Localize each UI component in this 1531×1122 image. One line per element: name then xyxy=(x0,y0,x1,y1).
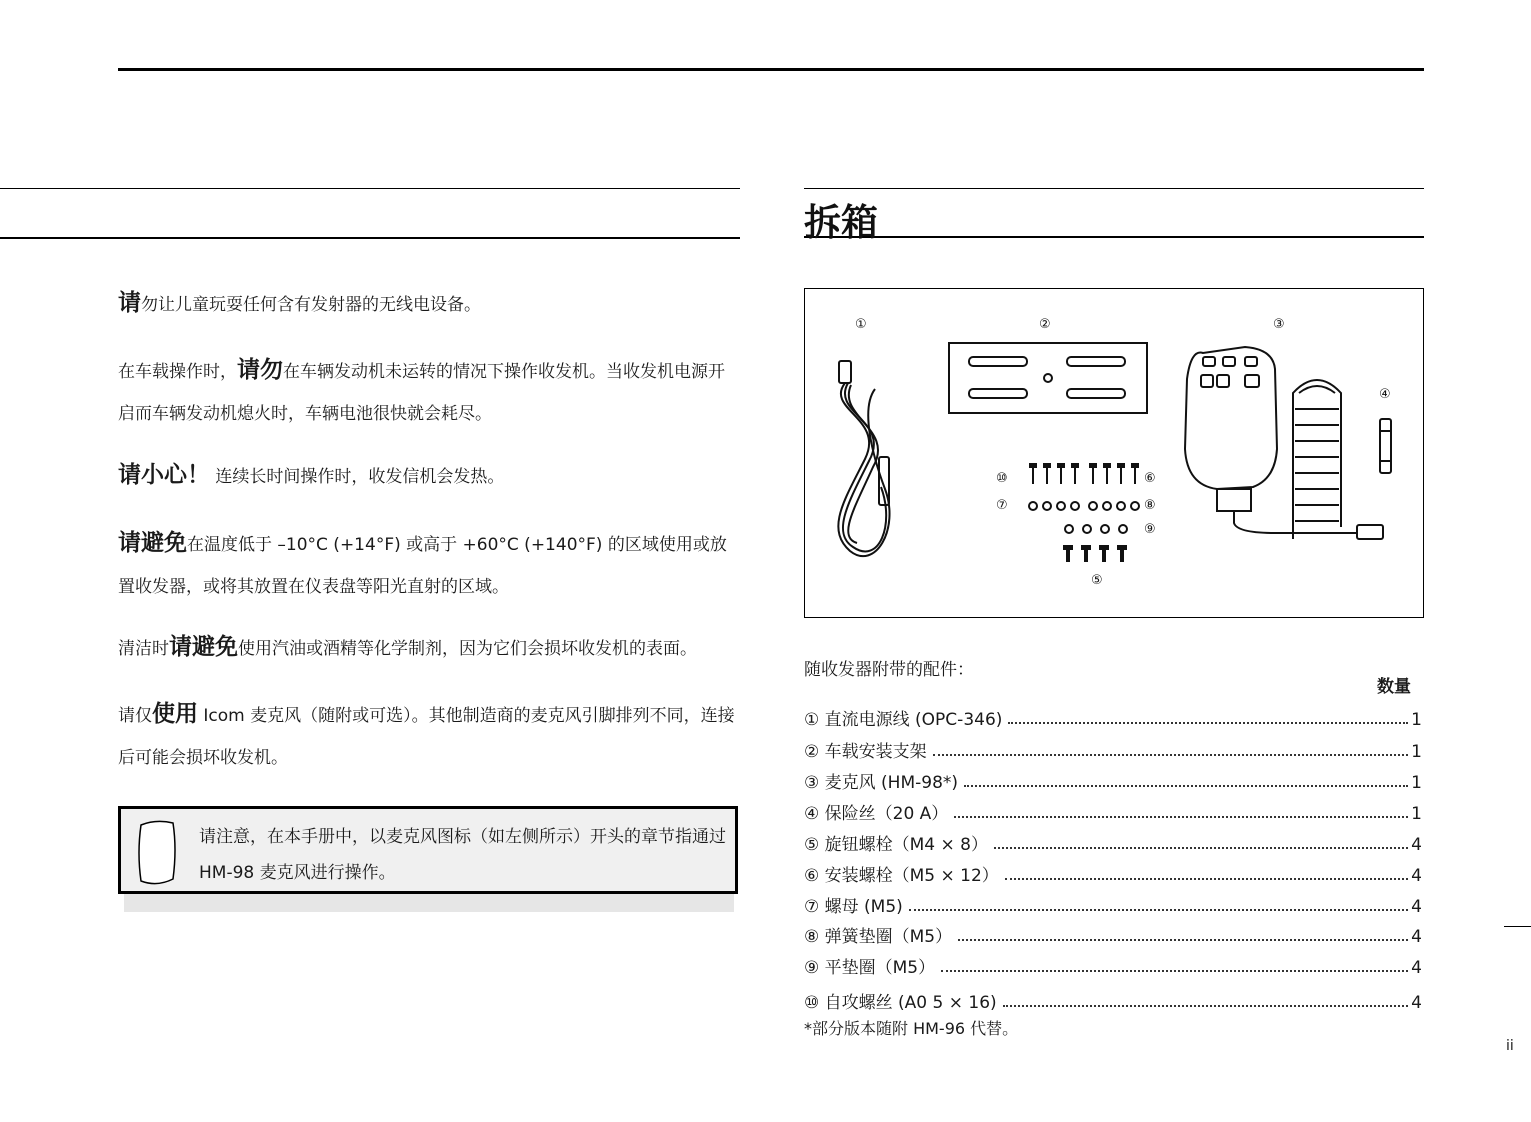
hardware-drawing xyxy=(1029,463,1139,562)
warning-temperature xyxy=(118,522,740,608)
top-rule xyxy=(118,68,1424,71)
warning-heat xyxy=(118,454,740,498)
footnote: *部分版本随附 HM-96 代替。 xyxy=(804,1019,1019,1038)
item-name: ⑤ 旋钮螺栓（M4 × 8） xyxy=(804,835,988,855)
right-section-rule-top xyxy=(804,188,1424,189)
note-shadow xyxy=(124,894,734,912)
warning-lead: 请小心！ xyxy=(118,462,210,488)
accessory-item xyxy=(804,923,1422,947)
warning-lead: 请避免 xyxy=(118,530,187,556)
microphone-note-box xyxy=(118,806,738,894)
item-name: ④ 保险丝（20 A） xyxy=(804,804,949,824)
item-qty: 4 xyxy=(1411,866,1422,886)
left-section-rule-top xyxy=(0,188,740,189)
figure-label-5: ⑤ xyxy=(1091,573,1103,588)
figure-label-6: ⑥ xyxy=(1144,471,1156,486)
figure-label-2: ② xyxy=(1039,317,1051,332)
item-name: ③ 麦克风 (HM-98*) xyxy=(804,773,959,793)
figure-label-7: ⑦ xyxy=(996,498,1008,513)
dot-leader xyxy=(909,909,1408,911)
figure-label-8: ⑧ xyxy=(1144,498,1156,513)
dot-leader xyxy=(1005,878,1408,880)
item-qty: 4 xyxy=(1411,927,1422,947)
power-cable-drawing xyxy=(838,361,889,556)
accessories-intro: 随收发器附带的配件： xyxy=(804,660,974,680)
dot-leader xyxy=(954,816,1408,818)
item-qty: 4 xyxy=(1411,835,1422,855)
figure-label-4: ④ xyxy=(1379,387,1391,402)
warning-text: 连续长时间操作时，收发信机会发热。 xyxy=(215,467,505,487)
accessory-item xyxy=(804,769,1422,793)
accessory-item xyxy=(804,954,1422,978)
washers-drawing xyxy=(1029,502,1139,533)
warning-text: 勿让儿童玩耍任何含有发射器的无线电设备。 xyxy=(141,295,481,315)
warning-pre: 在车载操作时， xyxy=(118,362,237,382)
item-name: ⑨ 平垫圈（M5） xyxy=(804,958,936,978)
item-name: ⑦ 螺母 (M5) xyxy=(804,897,903,917)
dot-leader xyxy=(964,785,1408,787)
item-name: ⑩ 自攻螺丝 (A0 5 × 16) xyxy=(804,993,997,1013)
warning-lead: 请勿 xyxy=(237,357,283,383)
warning-lead: 使用 xyxy=(152,701,198,727)
item-name: ⑧ 弹簧垫圈（M5） xyxy=(804,927,953,947)
figure-label-3: ③ xyxy=(1273,317,1285,332)
warning-text: Icom 麦克风（随附或可选）。其他制造商的麦克风引脚排列不同，连接后可能会损坏收发机。 xyxy=(118,706,735,768)
warning-engine xyxy=(118,349,740,435)
fuse-drawing xyxy=(1380,419,1391,473)
microphone-drawing xyxy=(1185,347,1383,539)
accessories-figure xyxy=(804,288,1424,618)
item-qty: 4 xyxy=(1411,958,1422,978)
page-number: ii xyxy=(1506,1038,1514,1054)
dot-leader xyxy=(1003,1005,1409,1007)
figure-label-9: ⑨ xyxy=(1144,522,1156,537)
item-name: ① 直流电源线 (OPC-346) xyxy=(804,710,1003,730)
bracket-drawing xyxy=(949,343,1147,413)
item-qty: 1 xyxy=(1411,710,1422,730)
warning-microphone xyxy=(118,693,740,779)
accessory-item xyxy=(804,893,1422,917)
item-qty: 4 xyxy=(1411,993,1422,1013)
dot-leader xyxy=(941,970,1408,972)
item-qty: 1 xyxy=(1411,804,1422,824)
dot-leader xyxy=(958,939,1408,941)
warning-cleaning xyxy=(118,626,740,670)
quantity-header: 数量 xyxy=(1377,677,1411,697)
item-qty: 1 xyxy=(1411,773,1422,793)
warning-pre: 清洁时 xyxy=(118,639,169,659)
accessory-item xyxy=(804,831,1422,855)
item-qty: 1 xyxy=(1411,742,1422,762)
figure-label-1: ① xyxy=(855,317,867,332)
warning-lead: 请避免 xyxy=(169,634,238,660)
item-name: ⑥ 安装螺栓（M5 × 12） xyxy=(804,866,999,886)
item-qty: 4 xyxy=(1411,897,1422,917)
dot-leader xyxy=(1008,722,1408,724)
warning-text: 在车辆发动机未运转的情况下操作收发机。当收发机电源开启而车辆发动机熄火时，车辆电池很快就会耗尽。 xyxy=(118,362,725,424)
warning-pre: 请仅 xyxy=(118,706,152,726)
note-text: 请注意，在本手册中，以麦克风图标（如左侧所示）开头的章节指通过 HM-98 麦克风进行操作。 xyxy=(199,827,726,883)
warning-text: 在温度低于 –10°C (+14°F) 或高于 +60°C (+140°F) 的区域使用或放置收发器，或将其放置在仪表盘等阳光直射的区域。 xyxy=(118,535,727,597)
accessory-item xyxy=(804,738,1422,762)
warning-text: 使用汽油或酒精等化学制剂，因为它们会损坏收发机的表面。 xyxy=(238,639,697,659)
figure-label-10: ⑩ xyxy=(996,471,1008,486)
right-section-rule-bottom xyxy=(804,236,1424,238)
margin-tab-rule xyxy=(1504,926,1531,927)
dot-leader xyxy=(933,754,1409,756)
accessories-drawing xyxy=(805,289,1423,617)
accessory-item xyxy=(804,862,1422,886)
item-name: ② 车载安装支架 xyxy=(804,742,927,762)
warning-lead: 请 xyxy=(118,290,141,316)
accessory-item xyxy=(804,989,1422,1013)
microphone-icon xyxy=(133,819,179,887)
left-section-rule-bottom xyxy=(0,237,740,239)
accessory-item xyxy=(804,800,1422,824)
page-title: 拆箱 xyxy=(804,201,878,244)
dot-leader xyxy=(994,847,1408,849)
accessory-item xyxy=(804,706,1422,730)
warning-children xyxy=(118,282,740,326)
